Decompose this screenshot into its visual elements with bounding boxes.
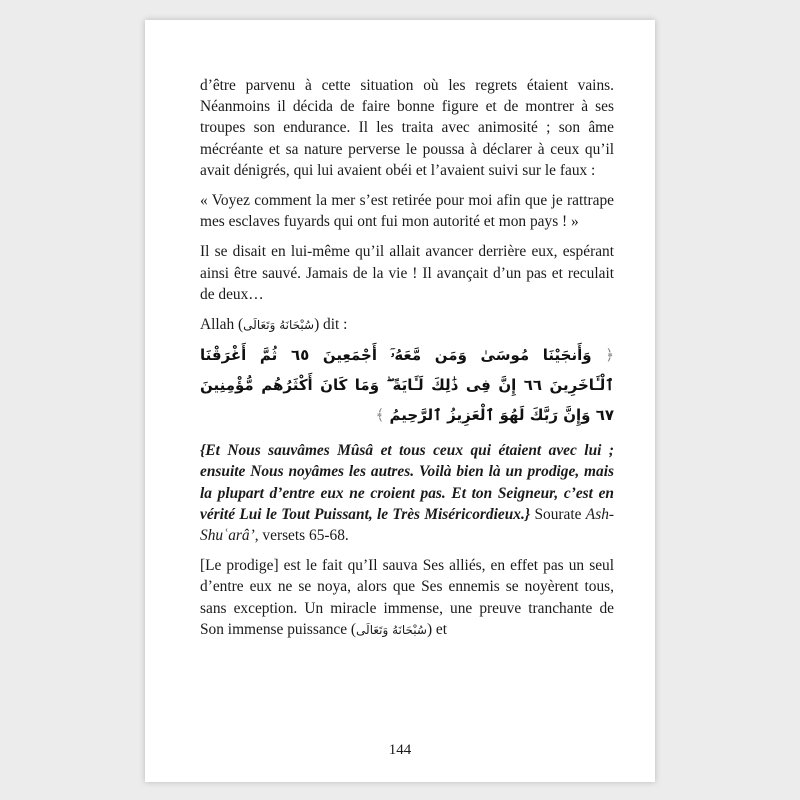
paragraph-3: Il se disait en lui-même qu’il allait avancer derrière eux, espérant ainsi être sauvé. Jamais de la vie ! Il avançait d’un pas et reculait de deux… [200,243,614,303]
reference-prefix: Sourate [530,505,586,523]
page-content [200,75,614,650]
allah-intro [200,314,614,336]
paragraph-1: d’être parvenu à cette situation où les regrets étaient vains. Néanmoins il décida de faire bonne figure et de montrer à ses troupes son endurance. Il les traita avec animosité ; son âme mécréante et sa nature perverse le poussa à déclarer à ceux qu’il avait dénigrés, qui lui avaient obéi et l’avaient suivi sur le faux : [200,77,614,179]
allah-intro-after: ) dit : [314,316,348,334]
paragraph-quote: « Voyez comment la mer s’est retirée pour moi afin que je rattrape mes esclaves fuyards qui ont fui mon autorité et mon pays ! » [200,192,614,231]
quran-text: وَأَنجَيْنَا مُوسَىٰ وَمَن مَّعَهُۥٓ أَجْمَعِينَ ٦٥ ثُمَّ أَغْرَقْنَا ٱلْـَٔاخَرِينَ ٦٦ إِنَّ فِى ذَٰلِكَ لَـَٔايَةً ۖ وَمَا كَانَ أَكْثَرُهُم مُّؤْمِنِينَ ٦٧ وَإِنَّ رَبَّكَ لَهُوَ ٱلْعَزِيزُ ٱلرَّحِيمُ [200,346,614,425]
quran-verse-arabic [200,340,614,430]
page-number: 144 [388,742,412,758]
paragraph-final [200,555,614,641]
final-after: ) et [426,620,448,638]
book-page [145,20,655,782]
translation-text: {Et Nous sauvâmes Mûsâ et tous ceux qui étaient avec lui ; ensuite Nous noyâmes les autres. Voilà bien là un prodige, mais la plupart d’entre eux ne croient pas. Et ton Seigneur, c’est en vérité Lui le Tout Puissant, le Très Miséricordieux.} [200,442,614,523]
honorific-arabic: سُبْحَانَهُ وَتَعَالَى [243,318,315,333]
quran-open-bracket: ﴿ [605,346,614,365]
final-before: [Le prodige] est le fait qu’Il sauva Ses alliés, en effet pas un seul d’entre eux ne se noya, alors que Ses ennemis se noyèrent tous, sans exception. Un miracle immense, une preuve tranchante de Son immense puissance ( [200,557,614,638]
reference-suffix: , versets 65-68. [254,527,349,545]
surah-name: Ash-Shuʿarâ’ [200,505,615,545]
honorific-arabic-2: سُبْحَانَهُ وَتَعَالَى [356,622,427,637]
verse-translation [200,440,614,546]
quran-close-bracket: ﴾ [375,406,385,425]
allah-intro-before: Allah ( [200,316,244,334]
